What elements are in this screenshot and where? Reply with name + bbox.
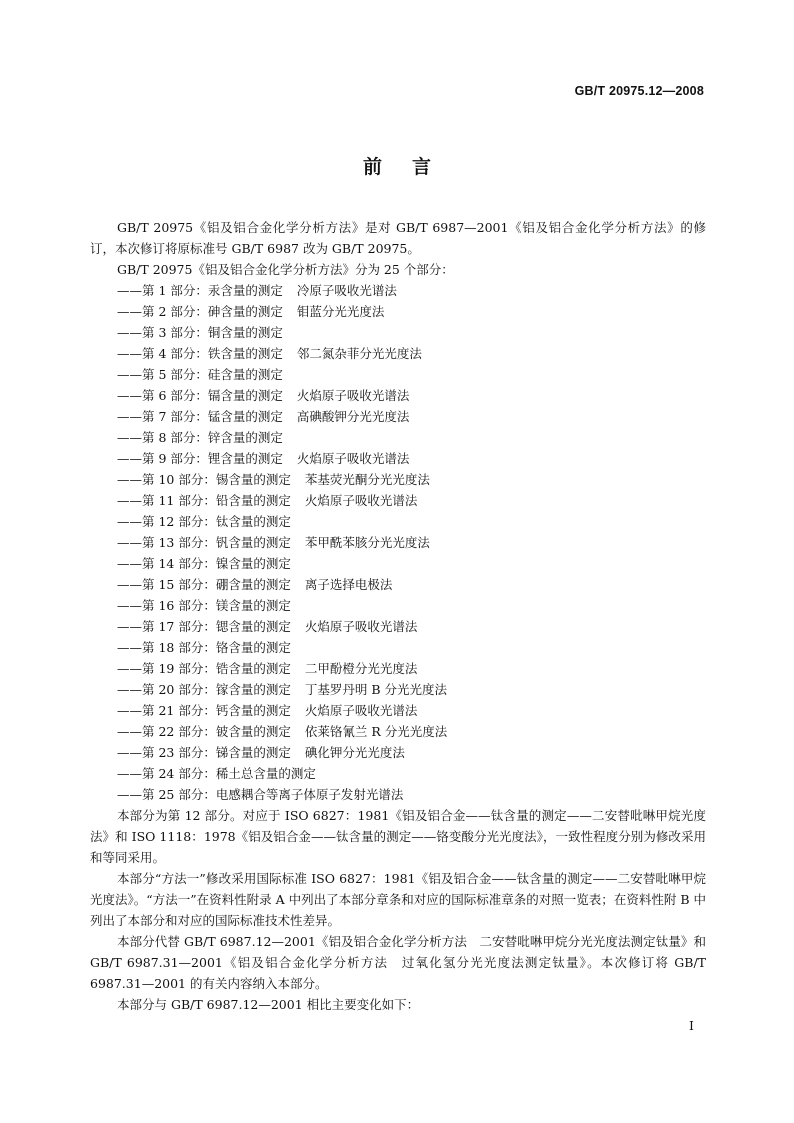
part-label: ——第 14 部分：镍含量的测定 <box>117 556 291 571</box>
part-item <box>90 322 706 343</box>
part-method: 火焰原子吸收光谱法 <box>296 388 410 403</box>
body-paragraph: 本部分与 GB/T 6987.12—2001 相比主要变化如下： <box>117 997 420 1012</box>
part-label: ——第 11 部分：铅含量的测定 <box>117 493 291 508</box>
part-label: ——第 9 部分：锂含量的测定 <box>117 451 283 466</box>
intro-paragraph: GB/T 20975《铝及铝合金化学分析方法》是对 GB/T 6987—2001《铝及铝合金化学分析方法》的修订，本次修订将原标准号 GB/T 6987 改为 GB/T 20975。 <box>90 220 706 256</box>
part-method: 邻二氮杂菲分光光度法 <box>296 346 422 361</box>
part-method: 苯基荧光酮分光光度法 <box>304 472 430 487</box>
part-method: 冷原子吸收光谱法 <box>296 283 397 298</box>
part-item <box>90 763 706 784</box>
part-label: ——第 10 部分：锡含量的测定 <box>117 472 291 487</box>
part-label: ——第 20 部分：镓含量的测定 <box>117 682 291 697</box>
part-method: 高碘酸钾分光光度法 <box>296 409 410 424</box>
part-item <box>90 469 706 490</box>
part-method: 二甲酚橙分光光度法 <box>304 661 418 676</box>
part-label: ——第 13 部分：钒含量的测定 <box>117 535 291 550</box>
page-title: 前言 <box>362 156 461 178</box>
part-item <box>90 553 706 574</box>
part-label: ——第 2 部分：砷含量的测定 <box>117 304 283 319</box>
part-item <box>90 427 706 448</box>
part-item <box>90 784 706 805</box>
part-method: 丁基罗丹明 B 分光光度法 <box>304 682 447 697</box>
part-item <box>90 448 706 469</box>
part-item <box>90 658 706 679</box>
part-label: ——第 8 部分：锌含量的测定 <box>117 430 283 445</box>
part-method: 钼蓝分光光度法 <box>296 304 385 319</box>
parts-list <box>90 280 706 805</box>
body-paragraph: 本部分代替 GB/T 6987.12—2001《铝及铝合金化学分析方法 二安替吡啉甲烷分光光度法测定钛量》和 GB/T 6987.31—2001《铝及铝合金化学分析方法 过氧化氢分光光度法测定钛量》。本次修订将 GB/T 6987.31—2001 的有关内容纳入本部分。 <box>90 934 706 991</box>
part-label: ——第 22 部分：铍含量的测定 <box>117 724 291 739</box>
part-method: 火焰原子吸收光谱法 <box>304 703 418 718</box>
part-item <box>90 385 706 406</box>
document-body <box>90 217 706 1015</box>
part-label: ——第 23 部分：锑含量的测定 <box>117 745 291 760</box>
part-label: ——第 12 部分：钛含量的测定 <box>117 514 291 529</box>
part-label: ——第 21 部分：钙含量的测定 <box>117 703 291 718</box>
part-method: 依莱铬氰兰 R 分光光度法 <box>304 724 448 739</box>
part-item <box>90 637 706 658</box>
part-item <box>90 364 706 385</box>
part-method: 苯甲酰苯胲分光光度法 <box>304 535 430 550</box>
part-label: ——第 17 部分：锶含量的测定 <box>117 619 291 634</box>
part-label: ——第 25 部分：电感耦合等离子体原子发射光谱法 <box>117 787 404 802</box>
part-label: ——第 1 部分：汞含量的测定 <box>117 283 283 298</box>
part-label: ——第 24 部分：稀土总含量的测定 <box>117 766 316 781</box>
part-label: ——第 7 部分：锰含量的测定 <box>117 409 283 424</box>
intro-paragraph: GB/T 20975《铝及铝合金化学分析方法》分为 25 个部分： <box>117 262 454 277</box>
part-label: ——第 16 部分：镁含量的测定 <box>117 598 291 613</box>
part-label: ——第 4 部分：铁含量的测定 <box>117 346 283 361</box>
part-label: ——第 6 部分：镉含量的测定 <box>117 388 283 403</box>
part-item <box>90 301 706 322</box>
part-item <box>90 616 706 637</box>
page-number: I <box>689 1018 694 1033</box>
part-method: 火焰原子吸收光谱法 <box>304 619 418 634</box>
part-label: ——第 5 部分：硅含量的测定 <box>117 367 283 382</box>
part-item <box>90 343 706 364</box>
part-label: ——第 15 部分：硼含量的测定 <box>117 577 291 592</box>
part-label: ——第 19 部分：锆含量的测定 <box>117 661 291 676</box>
part-item <box>90 700 706 721</box>
part-item <box>90 742 706 763</box>
body-paragraph: 本部分为第 12 部分。对应于 ISO 6827：1981《铝及铝合金——钛含量的测定——二安替吡啉甲烷光度法》和 ISO 1118：1978《铝及铝合金——钛含量的测定——铬变酸分光光度法》，一致性程度分别为修改采用和等同采用。 <box>90 808 706 865</box>
body-paragraph: 本部分“方法一”修改采用国际标准 ISO 6827：1981《铝及铝合金——钛含量的测定——二安替吡啉甲烷光度法》。“方法一”在资料性附录 A 中列出了本部分章条和对应的国际标准章条的对照一览表；在资料性附 B 中列出了本部分和对应的国际标准技术性差异。 <box>90 871 706 928</box>
part-item <box>90 280 706 301</box>
part-label: ——第 3 部分：铜含量的测定 <box>117 325 283 340</box>
part-item <box>90 721 706 742</box>
standard-number: GB/T 20975.12—2008 <box>574 84 704 98</box>
part-item <box>90 574 706 595</box>
part-item <box>90 532 706 553</box>
part-item <box>90 679 706 700</box>
part-label: ——第 18 部分：铬含量的测定 <box>117 640 291 655</box>
part-method: 碘化钾分光光度法 <box>304 745 405 760</box>
part-method: 火焰原子吸收光谱法 <box>296 451 410 466</box>
part-method: 火焰原子吸收光谱法 <box>304 493 418 508</box>
part-item <box>90 511 706 532</box>
part-method: 离子选择电极法 <box>304 577 393 592</box>
part-item <box>90 406 706 427</box>
part-item <box>90 490 706 511</box>
part-item <box>90 595 706 616</box>
